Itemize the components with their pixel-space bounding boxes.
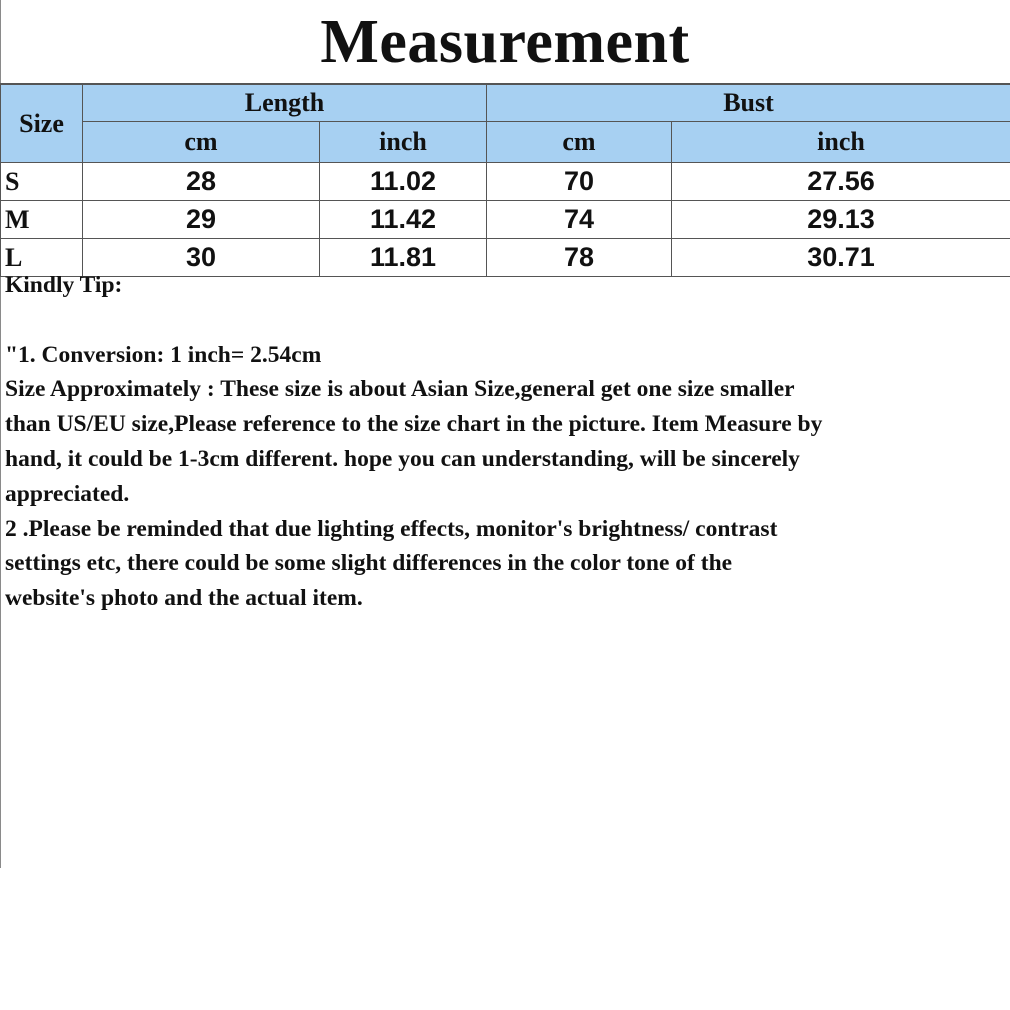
length-cm-header: cm (83, 122, 320, 163)
size-table (0, 84, 1010, 277)
bust-cm-value: 74 (487, 201, 672, 239)
notes-line: Size Approximately : These size is about Asian Size,general get one size smaller (5, 376, 795, 403)
length-cm-value: 28 (83, 163, 320, 201)
kindly-tip-notes (5, 268, 1008, 616)
bust-inch-value: 30.71 (672, 239, 1010, 277)
table-row (1, 163, 1010, 201)
notes-blank-line (5, 303, 1008, 338)
notes-line: website's photo and the actual item. (5, 585, 363, 612)
size-label: S (1, 163, 83, 201)
bust-cm-header: cm (487, 122, 672, 163)
table-row (1, 201, 1010, 239)
length-cm-value: 30 (83, 239, 320, 277)
notes-line: appreciated. (5, 480, 130, 507)
length-group-header: Length (83, 85, 487, 122)
bust-cm-value: 70 (487, 163, 672, 201)
bust-cm-value: 78 (487, 239, 672, 277)
size-label: M (1, 201, 83, 239)
bust-inch-value: 29.13 (672, 201, 1010, 239)
notes-line: 2 .Please be reminded that due lighting effects, monitor's brightness/ contrast (5, 515, 778, 542)
bust-inch-header: inch (672, 122, 1010, 163)
table-group-header-row (1, 85, 1010, 122)
notes-conversion: "1. Conversion: 1 inch= 2.54cm (5, 341, 322, 368)
length-inch-value: 11.02 (320, 163, 487, 201)
length-cm-value: 29 (83, 201, 320, 239)
length-inch-value: 11.81 (320, 239, 487, 277)
notes-line: than US/EU size,Please reference to the size chart in the picture. Item Measure by (5, 411, 823, 438)
length-inch-value: 11.42 (320, 201, 487, 239)
page-title: Measurement (320, 8, 690, 76)
notes-heading: Kindly Tip: (5, 272, 123, 298)
title-bar (0, 0, 1010, 84)
bust-inch-value: 27.56 (672, 163, 1010, 201)
table-unit-header-row (1, 122, 1010, 163)
length-inch-header: inch (320, 122, 487, 163)
size-column-header: Size (1, 85, 83, 163)
notes-line: hand, it could be 1-3cm different. hope you can understanding, will be sincerely (5, 445, 800, 472)
bust-group-header: Bust (487, 85, 1010, 122)
size-label: L (1, 239, 83, 277)
notes-line: settings etc, there could be some slight differences in the color tone of the (5, 550, 733, 577)
